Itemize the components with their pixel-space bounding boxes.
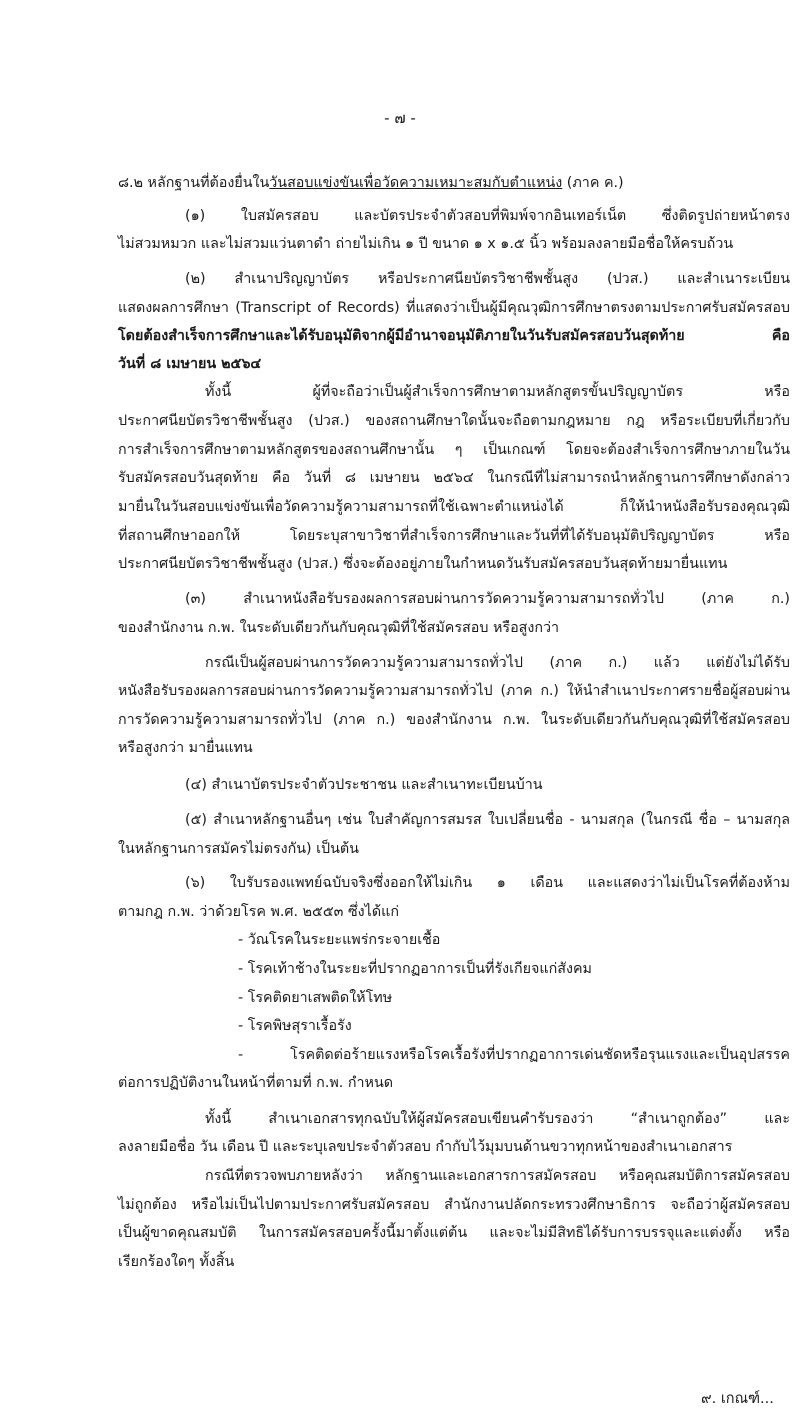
disease-item: - โรคติดยาเสพติดให้โทษ [238, 990, 393, 1006]
note-line4: รับสมัครสอบวันสุดท้าย คือ วันที่ ๘ เมษายน ๒๕๖๔ ในกรณีที่ไม่สามารถนำหลักฐานการศึกษาดังกล่าว [118, 470, 790, 486]
invalid-line4: เรียกร้องใดๆ ทั้งสิ้น [118, 1254, 235, 1270]
item1-line1: (๑) ใบสมัครสอบ และบัตรประจำตัวสอบที่พิมพ์จากอินเทอร์เน็ต ซึ่งติดรูปถ่ายหน้าตรง [185, 208, 790, 224]
disease-last-line2: ต่อการปฏิบัติงานในหน้าที่ตามที่ ก.พ. กำหนด [118, 1075, 394, 1091]
item3-case-line4: หรือสูงกว่า มายื่นแทน [118, 740, 253, 756]
note-line6: ที่สถานศึกษาออกให้ โดยระบุสาขาวิชาที่สำเร็จการศึกษาและวันที่ที่ได้รับอนุมัติปริญญาบัตร หรือ [118, 528, 790, 544]
invalid-line2: ไม่ถูกต้อง หรือไม่เป็นไปตามประกาศรับสมัครสอบ สำนักงานปลัดกระทรวงศึกษาธิการ จะถือว่าผู้สมัครสอบ [118, 1197, 790, 1213]
disease-item: - วัณโรคในระยะแพร่กระจายเชื้อ [238, 932, 441, 948]
page-number: - ๗ - [384, 109, 416, 127]
invalid-line1: กรณีที่ตรวจพบภายหลังว่า หลักฐานและเอกสารการสมัครสอบ หรือคุณสมบัติการสมัครสอบ [205, 1168, 790, 1184]
note-line1: ทั้งนี้ ผู้ที่จะถือว่าเป็นผู้สำเร็จการศึกษาตามหลักสูตรขั้นปริญญาบัตร หรือ [205, 384, 790, 400]
disease-last-line1: - โรคติดต่อร้ายแรงหรือโรคเรื้อรังที่ปรากฏอาการเด่นชัดหรือรุนแรงและเป็นอุปสรรค [238, 1047, 790, 1063]
item6-line2: ตามกฎ ก.พ. ว่าด้วยโรค พ.ศ. ๒๕๕๓ ซึ่งได้แก่ [118, 904, 400, 920]
continuation-footer: ๙. เกณฑ์... [701, 1391, 774, 1407]
item1-line2: ไม่สวมหมวก และไม่สวมแว่นตาดำ ถ่ายไม่เกิน ๑ ปี ขนาด ๑ x ๑.๕ นิ้ว พร้อมลงลายมือชื่อให้ครบถ้วน [118, 236, 734, 252]
note-line3: การสำเร็จการศึกษาตามหลักสูตรของสถานศึกษานั้น ๆ เป็นเกณฑ์ โดยจะต้องสำเร็จการศึกษาภายในวัน [118, 442, 790, 458]
section-heading: ๘.๒ หลักฐานที่ต้องยื่นในวันสอบแข่งขันเพื่อวัดความเหมาะสมกับตำแหน่ง (ภาค ค.) [118, 175, 624, 191]
item6-line1: (๖) ใบรับรองแพทย์ฉบับจริงซึ่งออกให้ไม่เกิน ๑ เดือน และแสดงว่าไม่เป็นโรคที่ต้องห้าม [185, 875, 790, 891]
note-line5: มายื่นในวันสอบแข่งขันเพื่อวัดความรู้ความสามารถที่ใช้เฉพาะตำแหน่งได้ ก็ให้นำหนังสือรับรองคุณวุฒิ [118, 499, 790, 515]
invalid-line3: เป็นผู้ขาดคุณสมบัติ ในการสมัครสอบครั้งนี้มาตั้งแต่ต้น และจะไม่มีสิทธิได้รับการบรรจุและแต่งตั้ง หรือ [118, 1225, 790, 1241]
item2-line2: แสดงผลการศึกษา (Transcript of Records) ที่แสดงว่าเป็นผู้มีคุณวุฒิการศึกษาตรงตามประกาศรับสมัครสอบ [118, 300, 790, 316]
item2-line1: (๒) สำเนาปริญญาบัตร หรือประกาศนียบัตรวิชาชีพชั้นสูง (ปวส.) และสำเนาระเบียน [185, 271, 790, 287]
item2-bold-line1: โดยต้องสำเร็จการศึกษาและได้รับอนุมัติจากผู้มีอำนาจอนุมัติภายในวันรับสมัครสอบวันสุดท้าย คือ [118, 328, 790, 344]
item2-bold-line2: วันที่ ๘ เมษายน ๒๕๖๔ [118, 356, 262, 372]
item5-line1: (๕) สำเนาหลักฐานอื่นๆ เช่น ใบสำคัญการสมรส ใบเปลี่ยนชื่อ - นามสกุล (ในกรณี ชื่อ – นามสกุล [185, 812, 790, 828]
note-line7: ประกาศนียบัตรวิชาชีพชั้นสูง (ปวส.) ซึ่งจะต้องอยู่ภายในกำหนดวันรับสมัครสอบวันสุดท้ายมายื่นแทน [118, 556, 728, 572]
disease-item: - โรคเท้าช้างในระยะที่ปรากฏอาการเป็นที่รังเกียจแก่สังคม [238, 961, 592, 977]
copies-line1: ทั้งนี้ สำเนาเอกสารทุกฉบับให้ผู้สมัครสอบเขียนคำรับรองว่า “สำเนาถูกต้อง” และ [205, 1111, 790, 1127]
heading-underlined: วันสอบแข่งขันเพื่อวัดความเหมาะสมกับตำแหน่ง [269, 175, 563, 191]
item3-line1: (๓) สำเนาหนังสือรับรองผลการสอบผ่านการวัดความรู้ความสามารถทั่วไป (ภาค ก.) [185, 591, 790, 607]
item3-line2: ของสำนักงาน ก.พ. ในระดับเดียวกันกับคุณวุฒิที่ใช้สมัครสอบ หรือสูงกว่า [118, 620, 560, 636]
note-line2: ประกาศนียบัตรวิชาชีพชั้นสูง (ปวส.) ของสถานศึกษาใดนั้นจะถือตามกฎหมาย กฎ หรือระเบียบที่เกี่ยวกับ [118, 413, 790, 429]
copies-line2: ลงลายมือชื่อ วัน เดือน ปี และระบุเลขประจำตัวสอบ กำกับไว้มุมบนด้านขวาทุกหน้าของสำเนาเอกสาร [118, 1139, 733, 1155]
item3-case-line3: การวัดความรู้ความสามารถทั่วไป (ภาค ก.) ของสำนักงาน ก.พ. ในระดับเดียวกันกับคุณวุฒิที่ใช้สมัครสอบ [118, 712, 790, 728]
disease-item: - โรคพิษสุราเรื้อรัง [238, 1018, 352, 1034]
item4: (๔) สำเนาบัตรประจำตัวประชาชน และสำเนาทะเบียนบ้าน [185, 777, 543, 793]
item3-case-line1: กรณีเป็นผู้สอบผ่านการวัดความรู้ความสามารถทั่วไป (ภาค ก.) แล้ว แต่ยังไม่ได้รับ [205, 655, 790, 671]
item5-line2: ในหลักฐานการสมัครไม่ตรงกัน) เป็นต้น [118, 841, 359, 857]
item3-case-line2: หนังสือรับรองผลการสอบผ่านการวัดความรู้ความสามารถทั่วไป (ภาค ก.) ให้นำสำเนาประกาศรายชื่อผู้สอบผ่าน [118, 683, 790, 699]
